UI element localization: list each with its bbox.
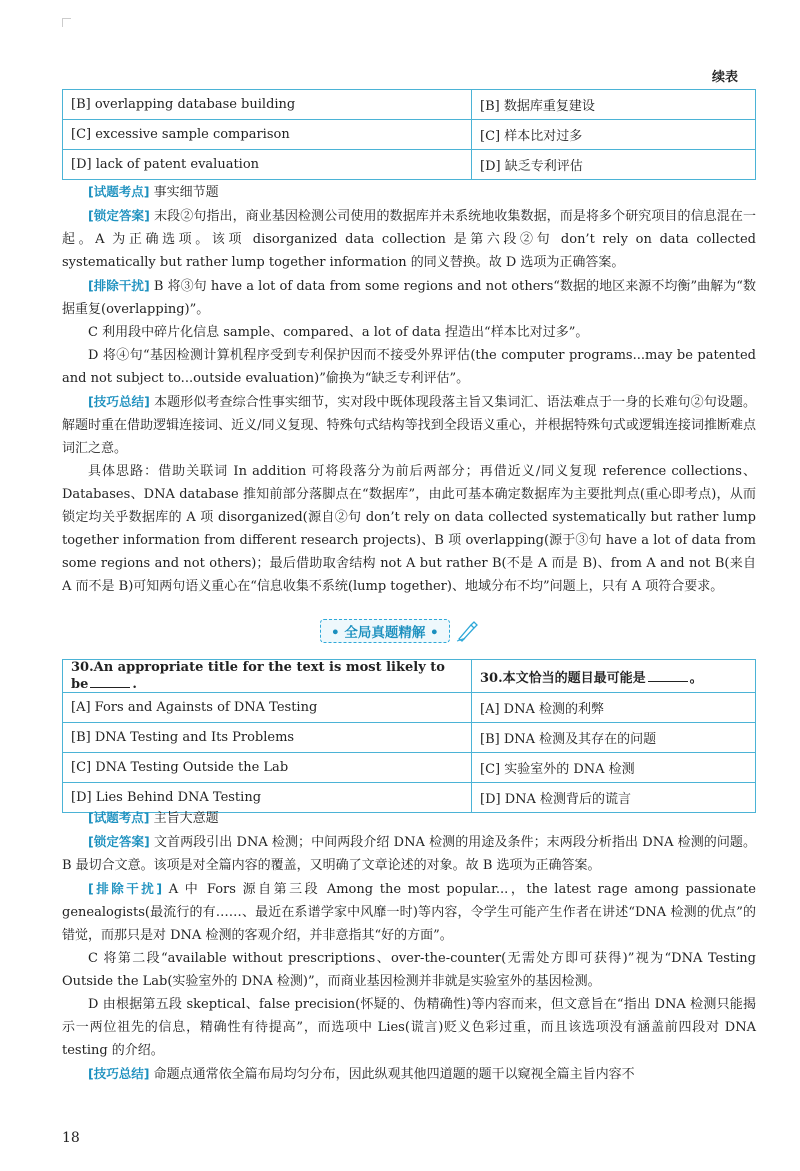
option-zh: [B] 数据库重复建设 [472,90,756,120]
table-row [63,723,756,753]
topic-tag: [试题考点] [88,184,150,199]
exclude-d-paragraph: D 由根据第五段 skeptical、false precision(怀疑的、伪精确性)等内容而来，但文意旨在“指出 DNA 检测只能揭示一两位祖先的信息，精确性有待提高”，而选项中 Lies(谎言)贬义色彩过重，而且该选项没有涵盖前四段对 DNA testing 的介绍。 [62,997,756,1058]
exclude-paragraph: [排除干扰] B 将③句 have a lot of data from some regions and not others“数据的地区来源不均衡”曲解为“数据重复(overlapping)”。 [62,278,756,317]
option-zh: [B] DNA 检测及其存在的问题 [472,723,756,753]
option-en: [D] Lies Behind DNA Testing [63,783,472,813]
option-en: [B] DNA Testing and Its Problems [63,723,472,753]
question-30-table [62,659,756,813]
answer-tag: [锁定答案] [88,208,150,223]
answer-paragraph: [锁定答案] 末段②句指出，商业基因检测公司使用的数据库并未系统地收集数据，而是将多个研究项目的信息混在一起。A 为正确选项。该项 disorganized data collection 是第六段②句 don’t rely on data collected systematically but rather lump together information 的同义替换。故 D 选项为正确答案。 [62,208,756,270]
exclude-tag: [排除干扰] [88,881,163,896]
exclude-d-paragraph: D 将④句“基因检测计算机程序受到专利保护因而不接受外界评估(the computer programs...may be patented and not subject to...outside evaluation)”偷换为“缺乏专利评估”。 [62,348,756,386]
answer-blank [90,675,130,688]
continued-label: 续表 [711,70,738,85]
option-zh: [A] DNA 检测的利弊 [472,693,756,723]
table-row [63,120,756,150]
exclude-c-paragraph: C 利用段中碎片化信息 sample、compared、a lot of data 捏造出“样本比对过多”。 [88,325,589,340]
answer-blank [648,669,688,682]
topic-tag: [试题考点] [88,810,150,825]
option-zh: [D] 缺乏专利评估 [472,150,756,180]
analysis-q29 [62,180,756,598]
skill-paragraph: [技巧总结] 命题点通常依全篇布局均匀分布，因此纵观其他四道题的题干以窥视全篇主旨内容不 [88,1066,635,1082]
answer-tag: [锁定答案] [88,834,150,849]
table-row [63,150,756,180]
option-en: [C] excessive sample comparison [63,120,472,150]
table-row [63,660,756,693]
exclude-c-paragraph: C 将第二段“available without prescriptions、over-the-counter(无需处方即可获得)”视为“DNA Testing Outside the Lab(实验室外的 DNA 检测)”，而商业基因检测并非就是实验室外的基因检测。 [62,951,756,989]
question-en: 30.An appropriate title for the text is most likely to be . [63,660,472,693]
section-title: • 全局真题精解 • [320,619,478,643]
crop-mark [62,18,71,27]
topic-paragraph: [试题考点] 事实细节题 [88,184,219,200]
option-zh: [C] 样本比对过多 [472,120,756,150]
skill-tag: [技巧总结] [88,1066,150,1081]
exclude-tag: [排除干扰] [88,278,150,293]
table-row [63,693,756,723]
option-zh: [C] 实验室外的 DNA 检测 [472,753,756,783]
page-number: 18 [62,1130,80,1146]
options-table-continued [62,89,756,180]
analysis-q30 [62,806,756,1086]
pen-icon [456,620,478,642]
option-en: [D] lack of patent evaluation [63,150,472,180]
option-en: [B] overlapping database building [63,90,472,120]
skill-tag: [技巧总结] [88,394,150,409]
table-row [63,753,756,783]
option-en: [C] DNA Testing Outside the Lab [63,753,472,783]
detail-paragraph: 具体思路：借助关联词 In addition 可将段落分为前后两部分；再借近义/同义复现 reference collections、Databases、DNA database 推知前部分落脚点在“数据库”，由此可基本确定数据库为主要批判点(重心即考点)，从而锁定均关乎数据库的 A 项 disorganized(源自②句 don’t rely on data collected systematically but rather lump together information from different research projects)、B 项 overlapping(源于③句 have a lot of data from some regions and not others)；最后借助取舍结构 not A but rather B(不是 A 而是 B)、from A and not B(来自 A 而不是 B)可知两句语义重心在“信息收集不系统(lump together)、地域分布不均”问题上，只有 A 项符合要求。 [62,464,756,594]
option-zh: [D] DNA 检测背后的谎言 [472,783,756,813]
skill-paragraph: [技巧总结] 本题形似考查综合性事实细节，实对段中既体现段落主旨又集词汇、语法难点于一身的长难句②句设题。解题时重在借助逻辑连接词、近义/同义复现、特殊句式结构等找到全段语义重心，并根据特殊句式或逻辑连接词推断难点词汇之意。 [62,394,756,456]
exclude-paragraph: [排除干扰] A 中 Fors 源自第三段 Among the most popular...，the latest rage among passionate genealogists(最流行的有……、最近在系谱学家中风靡一时)等内容，令学生可能产生作者在讲述“DNA 检测的优点”的错觉，而那只是对 DNA 检测的客观介绍，并非意指其“好的方面”。 [62,881,756,943]
option-en: [A] Fors and Againsts of DNA Testing [63,693,472,723]
answer-paragraph: [锁定答案] 文首两段引出 DNA 检测；中间两段介绍 DNA 检测的用途及条件；末两段分析指出 DNA 检测的问题。B 最切合文意。该项是对全篇内容的覆盖，又明确了文章论述的对象。故 B 选项为正确答案。 [62,834,756,873]
topic-paragraph: [试题考点] 主旨大意题 [88,810,219,826]
question-zh: 30.本文恰当的题目最可能是 。 [472,660,756,693]
table-row [63,90,756,120]
